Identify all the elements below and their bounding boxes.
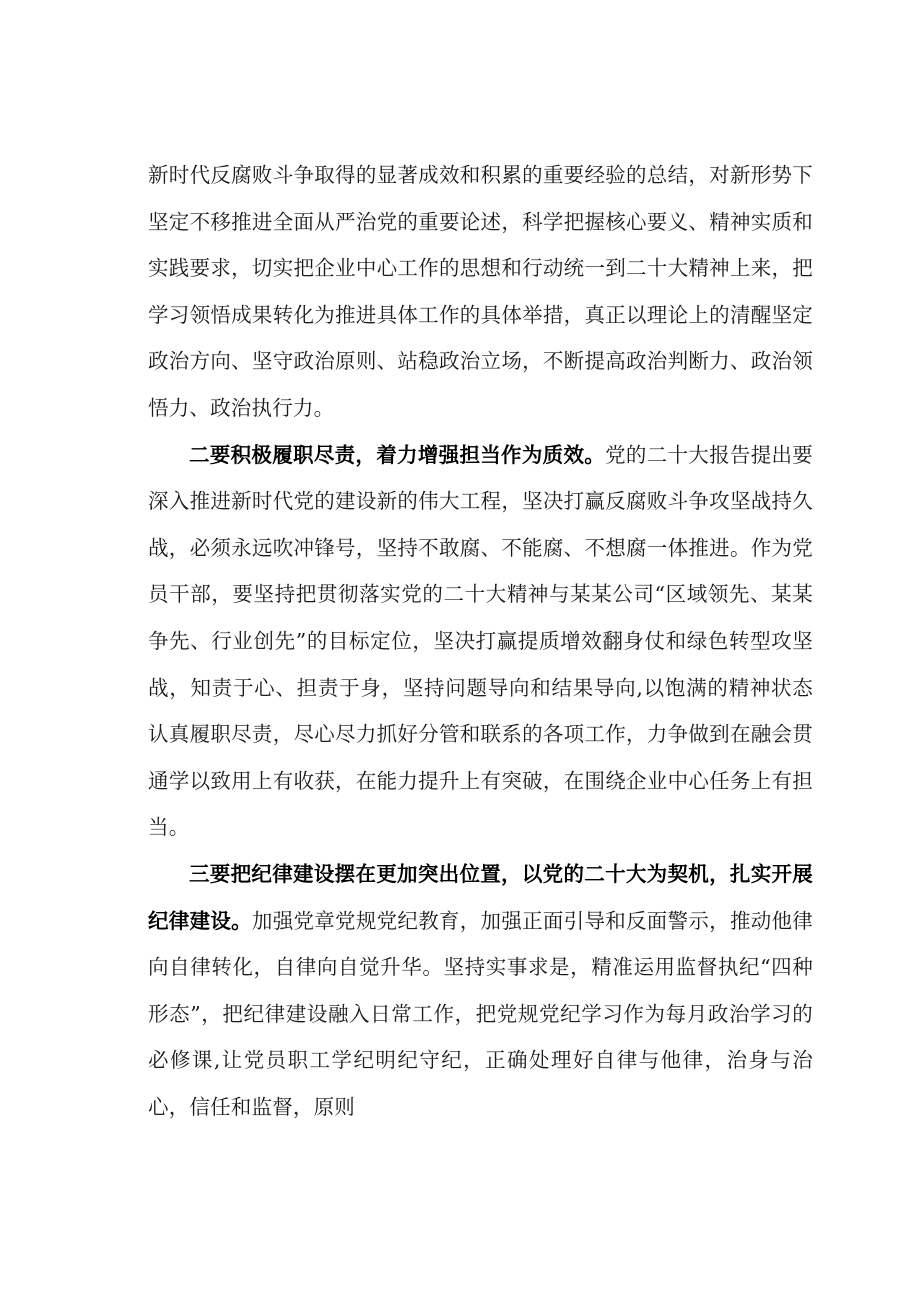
- paragraph-2-lead: 二要积极履职尽责，着力增强担当作为质效。: [189, 442, 606, 467]
- paragraph-3-text: 加强党章党规党纪教育，加强正面引导和反面警示，推动他律向自律转化，自律向自觉升华。坚持实事求是，精准运用监督执纪“四种形态”，把纪律建设融入日常工作，把党规党纪学习作为每月政治学习的必修课,让党员职工学纪明纪守纪，正确处理好自律与他律，治身与治心，信任和监督，原则: [148, 908, 813, 1119]
- paragraph-1: [148, 152, 813, 432]
- paragraph-2-text: 党的二十大报告提出要深入推进新时代党的建设新的伟大工程，坚决打赢反腐败斗争攻坚战持久战，必须永远吹冲锋号，坚持不敢腐、不能腐、不想腐一体推进。作为党员干部，要坚持把贯彻落实党的二十大精神与某某公司“区域领先、某某争先、行业创先”的目标定位，坚决打赢提质增效翻身仗和绿色转型攻坚战，知责于心、担责于身，坚持问题导向和结果导向,以饱满的精神状态认真履职尽责，尽心尽力抓好分管和联系的各项工作，力争做到在融会贯通学以致用上有收获，在能力提升上有突破，在围绕企业中心任务上有担当。: [148, 442, 814, 840]
- paragraph-3: [148, 851, 813, 1131]
- document-body: [148, 152, 813, 1130]
- paragraph-2: [148, 432, 813, 851]
- paragraph-1-text: 新时代反腐败斗争取得的显著成效和积累的重要经验的总结，对新形势下坚定不移推进全面从严治党的重要论述，科学把握核心要义、精神实质和实践要求，切实把企业中心工作的思想和行动统一到二十大精神上来，把学习领悟成果转化为推进具体工作的具体举措，真正以理论上的清醒坚定政治方向、坚守政治原则、站稳政治立场，不断提高政治判断力、政治领悟力、政治执行力。: [148, 163, 813, 420]
- paragraph-3-lead: 三要把纪律建设摆在更加突出位置，以党的二十大为契机，扎实开展纪律建设。: [148, 861, 813, 933]
